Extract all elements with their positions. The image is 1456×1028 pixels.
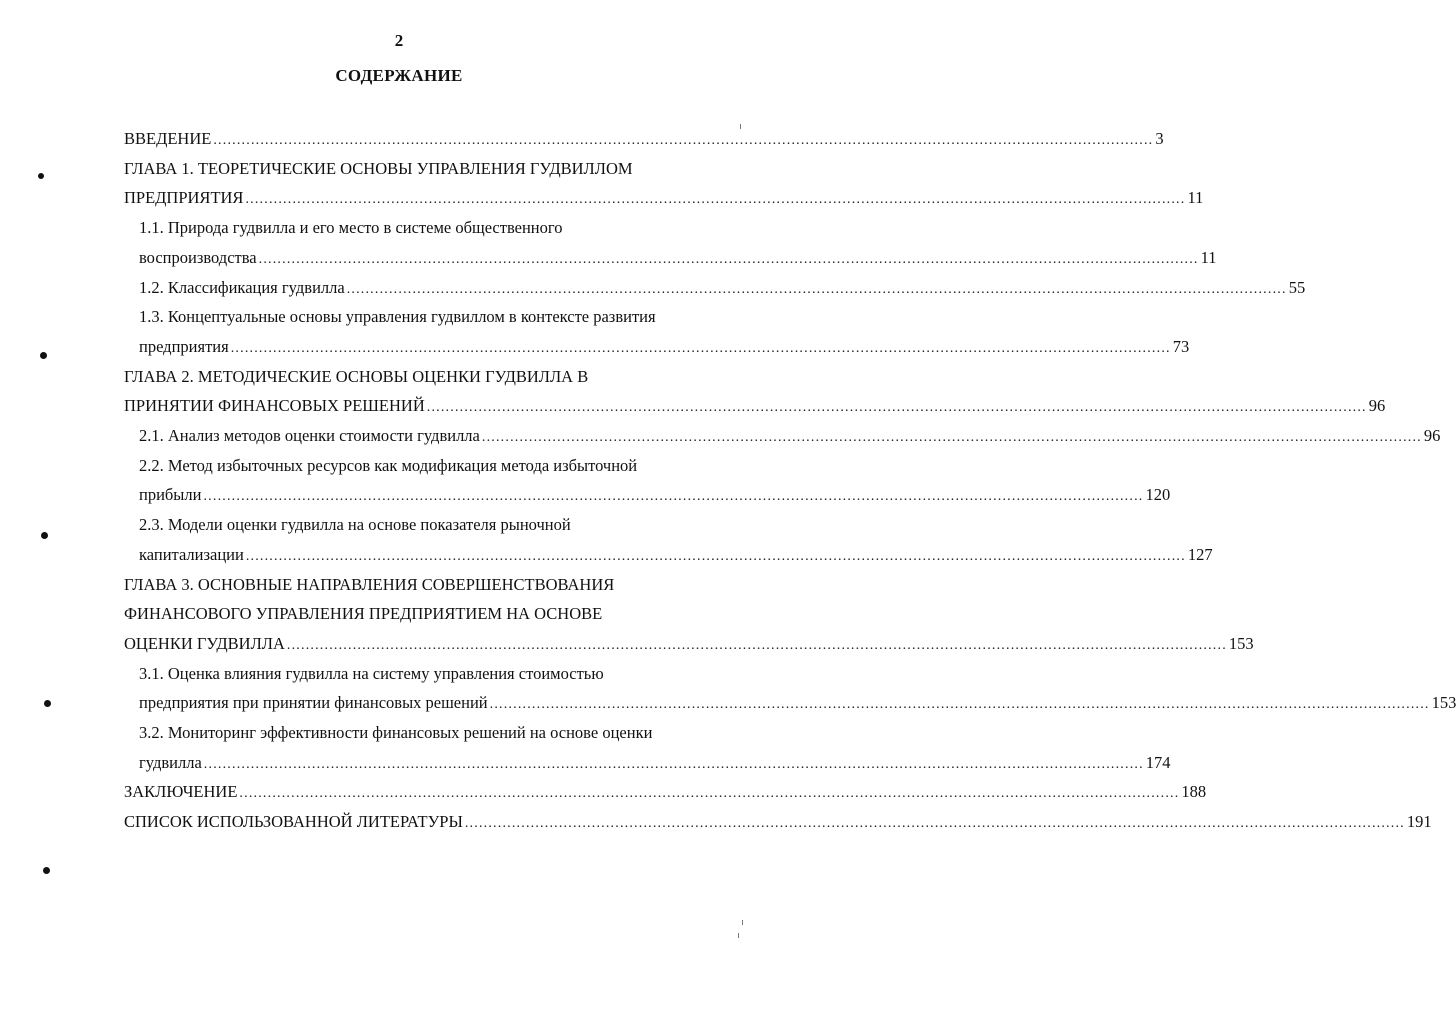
toc-entry-text: ОЦЕНКИ ГУДВИЛЛА bbox=[124, 633, 285, 653]
page-title: СОДЕРЖАНИЕ bbox=[335, 66, 463, 85]
page-number: 2 bbox=[394, 31, 404, 50]
toc-subsection-line bbox=[139, 302, 712, 331]
toc-entry-text: СПИСОК ИСПОЛЬЗОВАННОЙ ЛИТЕРАТУРЫ bbox=[124, 812, 463, 832]
dot-leader: ........................................................................................................................................................................................................ bbox=[258, 251, 1199, 267]
toc-page-number: 11 bbox=[1200, 247, 1217, 267]
scan-speck-mark bbox=[740, 124, 741, 129]
toc-subsection-line bbox=[139, 688, 1456, 717]
toc-entry-text: ПРИНЯТИИ ФИНАНСОВЫХ РЕШЕНИЙ bbox=[124, 396, 425, 416]
toc-subsection-line bbox=[139, 243, 1217, 272]
toc-page-number: 191 bbox=[1406, 812, 1432, 832]
toc-entry-text: 1.2. Классификация гудвилла bbox=[139, 277, 345, 297]
dot-leader: ........................................................................................................................................................................................................ bbox=[239, 786, 1180, 802]
toc-entry-text: 3.1. Оценка влияния гудвилла на систему управления стоимостью bbox=[139, 663, 604, 683]
dot-leader: ........................................................................................................................................................................................................ bbox=[203, 756, 1144, 772]
dot-leader: ........................................................................................................................................................................................................ bbox=[245, 548, 1186, 564]
binder-hole-mark bbox=[41, 532, 48, 539]
toc-section-line bbox=[124, 362, 712, 391]
toc-entry-text: 1.3. Концептуальные основы управления гудвиллом в контексте развития bbox=[139, 307, 656, 327]
toc-page-number: 120 bbox=[1145, 485, 1171, 505]
dot-leader: ........................................................................................................................................................................................................ bbox=[203, 489, 1144, 505]
toc-section-line bbox=[124, 124, 1164, 153]
toc-page-number: 11 bbox=[1187, 188, 1204, 208]
toc-section-line bbox=[124, 183, 1204, 212]
toc-entry-text: ГЛАВА 2. МЕТОДИЧЕСКИЕ ОСНОВЫ ОЦЕНКИ ГУДВИЛЛА В bbox=[124, 366, 589, 386]
toc-entry-text: ФИНАНСОВОГО УПРАВЛЕНИЯ ПРЕДПРИЯТИЕМ НА ОСНОВЕ bbox=[124, 604, 603, 624]
toc-page-number: 153 bbox=[1431, 693, 1456, 713]
toc-page-number: 55 bbox=[1288, 277, 1306, 297]
toc-section-line bbox=[124, 777, 1207, 806]
toc-entry-text: прибыли bbox=[139, 485, 202, 505]
dot-leader: ........................................................................................................................................................................................................ bbox=[464, 816, 1405, 832]
toc-page-number: 188 bbox=[1181, 782, 1207, 802]
toc-subsection-line bbox=[139, 659, 712, 688]
toc-entry-text: ГЛАВА 1. ТЕОРЕТИЧЕСКИЕ ОСНОВЫ УПРАВЛЕНИЯ ГУДВИЛЛОМ bbox=[124, 158, 633, 178]
toc-entry-text: капитализации bbox=[139, 544, 244, 564]
toc-subsection-line bbox=[139, 273, 1306, 302]
toc-subsection-line bbox=[139, 510, 712, 539]
toc-subsection-line bbox=[139, 748, 1171, 777]
binder-hole-mark bbox=[44, 700, 51, 707]
toc-entry-text: ВВЕДЕНИЕ bbox=[124, 129, 212, 148]
binder-hole-mark bbox=[38, 173, 44, 179]
toc-subsection-line bbox=[139, 213, 712, 242]
toc-page-number: 96 bbox=[1368, 396, 1386, 416]
toc-entry-text: ЗАКЛЮЧЕНИЕ bbox=[124, 782, 238, 802]
toc-section-line bbox=[124, 599, 712, 628]
toc-subsection-line bbox=[139, 540, 1213, 569]
toc-entry-text: ПРЕДПРИЯТИЯ bbox=[124, 188, 244, 208]
dot-leader: ........................................................................................................................................................................................................ bbox=[426, 400, 1367, 416]
dot-leader: ........................................................................................................................................................................................................ bbox=[489, 697, 1430, 713]
dot-leader: ........................................................................................................................................................................................................ bbox=[230, 340, 1171, 356]
scan-speck-mark bbox=[742, 920, 743, 925]
toc-page-number: 96 bbox=[1423, 426, 1441, 445]
toc-subsection-line bbox=[139, 332, 1190, 361]
toc-entry-text: 2.3. Модели оценки гудвилла на основе показателя рыночной bbox=[139, 515, 571, 535]
toc-page-number: 174 bbox=[1145, 752, 1171, 772]
dot-leader: ........................................................................................................................................................................................................ bbox=[213, 133, 1154, 148]
toc-section-line bbox=[124, 391, 1386, 420]
toc-section-line bbox=[124, 154, 712, 183]
dot-leader: ........................................................................................................................................................................................................ bbox=[286, 637, 1227, 653]
dot-leader: ........................................................................................................................................................................................................ bbox=[481, 430, 1422, 445]
binder-hole-mark bbox=[43, 867, 50, 874]
toc-section-line bbox=[124, 570, 712, 599]
toc-page-number: 73 bbox=[1172, 336, 1190, 356]
toc-entry-text: гудвилла bbox=[139, 752, 202, 772]
toc-page-number: 3 bbox=[1155, 129, 1164, 148]
toc-subsection-line bbox=[139, 718, 712, 747]
toc-subsection-line bbox=[139, 451, 712, 480]
toc-entry-text: воспроизводства bbox=[139, 247, 257, 267]
toc-page-number: 127 bbox=[1187, 544, 1213, 564]
toc-page-number: 153 bbox=[1228, 633, 1254, 653]
toc-entry-text: ГЛАВА 3. ОСНОВНЫЕ НАПРАВЛЕНИЯ СОВЕРШЕНСТВОВАНИЯ bbox=[124, 574, 615, 594]
toc-subsection-line bbox=[139, 421, 1441, 450]
toc-entry-text: предприятия при принятии финансовых решений bbox=[139, 693, 488, 713]
toc-section-line bbox=[124, 629, 1254, 658]
toc-entry-text: 3.2. Мониторинг эффективности финансовых решений на основе оценки bbox=[139, 723, 653, 742]
dot-leader: ........................................................................................................................................................................................................ bbox=[245, 192, 1186, 208]
toc-entry-text: 2.1. Анализ методов оценки стоимости гудвилла bbox=[139, 426, 480, 445]
toc-subsection-line bbox=[139, 480, 1171, 509]
dot-leader: ........................................................................................................................................................................................................ bbox=[346, 281, 1287, 297]
scan-speck-mark bbox=[738, 933, 739, 938]
toc-entry-text: предприятия bbox=[139, 336, 229, 356]
binder-hole-mark bbox=[40, 352, 47, 359]
toc-section-line bbox=[124, 807, 1432, 836]
toc-entry-text: 2.2. Метод избыточных ресурсов как модификация метода избыточной bbox=[139, 455, 638, 475]
toc-entry-text: 1.1. Природа гудвилла и его место в системе общественного bbox=[139, 218, 563, 238]
